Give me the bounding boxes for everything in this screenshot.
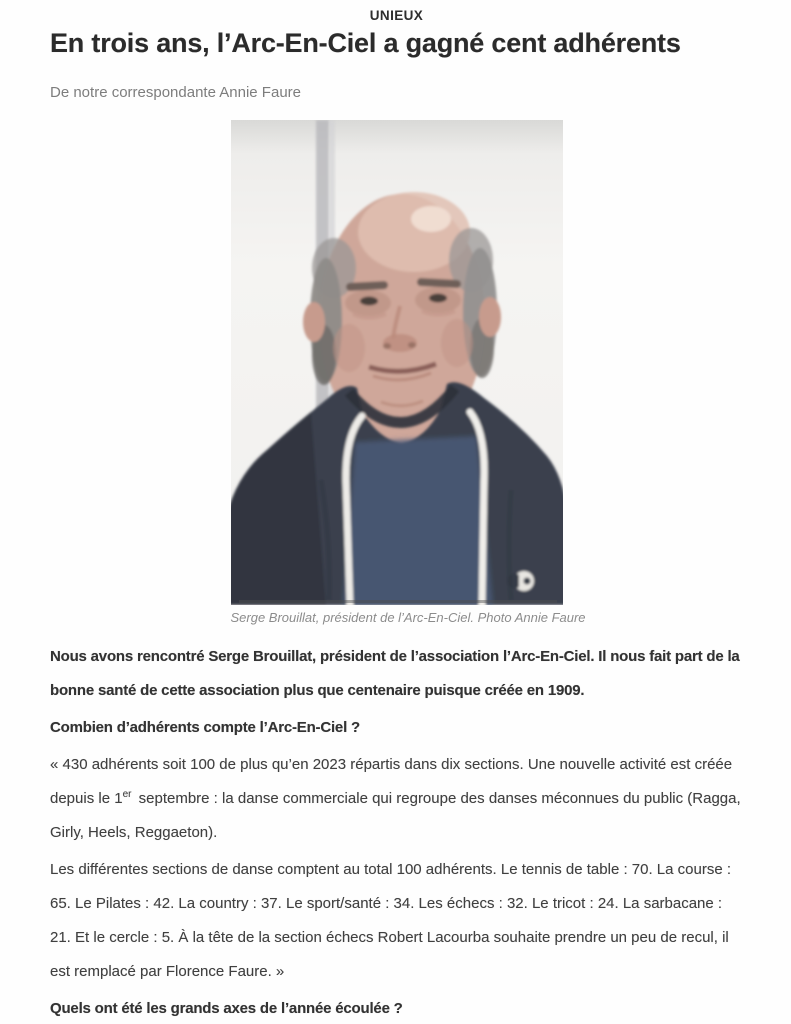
section-kicker: UNIEUX bbox=[369, 8, 424, 23]
right-eye bbox=[429, 294, 447, 303]
crown-shine bbox=[411, 206, 451, 232]
answer-paragraph-2: Les différentes sections de danse comptent au total 100 adhérents. Le tennis de table : 70. La course : 65. Le Pilates : 42. La country : 37. Le sport/santé : 34. Les échecs : 32. Le tricot : 24. La sarbacane : 21. Et le cercle : 5. À la tête de la section échecs Robert Lacourba souhaite prendre un peu de recul, il est remplacé par Florence Faure. » bbox=[50, 861, 732, 980]
headline: En trois ans, l’Arc-En-Ciel a gagné cent adhérents bbox=[50, 28, 681, 58]
interview-question-1: Combien d’adhérents compte l’Arc-En-Ciel ? bbox=[50, 719, 360, 736]
answer-paragraph-1 bbox=[50, 748, 743, 850]
right-ear bbox=[479, 297, 501, 337]
scan-edge-line bbox=[239, 600, 557, 603]
ordinal-superscript: er bbox=[122, 789, 132, 800]
article-body bbox=[50, 640, 743, 1024]
left-eye bbox=[360, 297, 378, 306]
byline: De notre correspondante Annie Faure bbox=[50, 84, 301, 101]
hoodie-chest bbox=[343, 436, 493, 605]
answer1-text-start: « 430 adhérents soit 100 de plus qu’en 2023 répartis dans dix sections. Une nouvelle activité est créée depuis le 1 bbox=[50, 756, 733, 807]
photo-caption: Serge Brouillat, président de l’Arc-En-Ciel. Photo Annie Faure bbox=[230, 610, 586, 625]
portrait-photo bbox=[231, 120, 563, 605]
fabric-fold bbox=[509, 490, 511, 600]
answer1-text-end: septembre : la danse commerciale qui regroupe des danses méconnues du public (Ragga, Girly, Heels, Reggaeton). bbox=[50, 790, 741, 841]
photo-block bbox=[230, 120, 586, 626]
left-ear bbox=[303, 302, 325, 342]
intro-paragraph: Nous avons rencontré Serge Brouillat, président de l’association l’Arc-En-Ciel. Il nous fait part de la bonne santé de cette association plus que centenaire puisque créée en 1909. bbox=[50, 648, 740, 699]
interview-question-2: Quels ont été les grands axes de l’année écoulée ? bbox=[50, 1000, 403, 1017]
